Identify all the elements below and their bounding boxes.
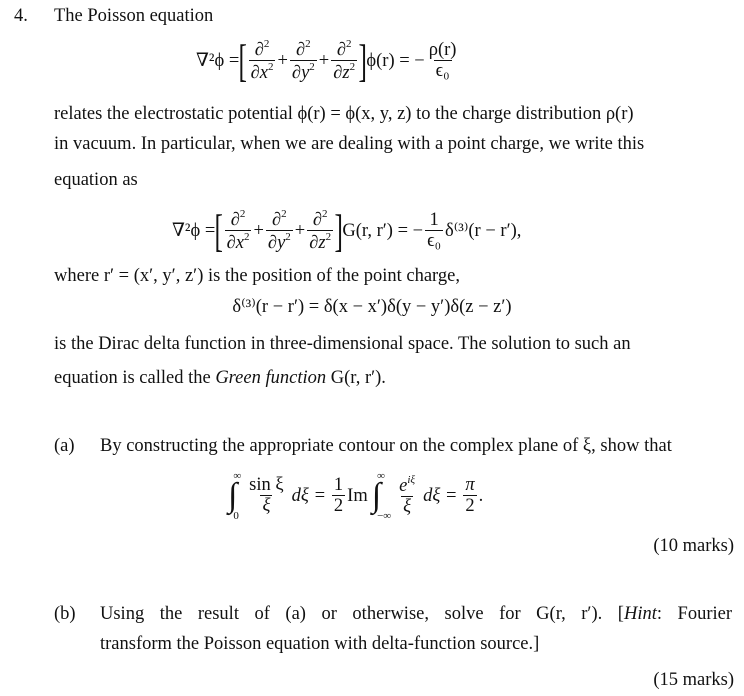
part-b-text: Using the result of (a) or otherwise, solve for G(r, r′). [ (100, 604, 624, 624)
intro-text: The Poisson equation (54, 6, 214, 26)
right-bracket: ] (358, 35, 367, 86)
green-function-term: Green function (215, 368, 327, 388)
d2dx2: $\frac{\partial^2}{\partial x^2}$ (250, 37, 274, 84)
one-over-eps: $\frac{1}{\text{ϵ₀}}$ (427, 209, 442, 252)
part-a-marks: (10 marks) (653, 536, 734, 556)
para6-suffix: G(r, r′). (326, 368, 386, 388)
poisson-equation: ∇²ϕ = [ $\frac{\partial^2}{\partial x^2}$ + $\frac{\partial^2}{\partial y^2}$ + $\frac{\partial^2}{\partial z^2}$ ] ϕ(r) = − $\frac{\rho(r)}{\text{ϵ₀}}$ (196, 35, 457, 86)
integral-sign: ∫ (371, 477, 382, 514)
right-bracket: ] (334, 205, 343, 256)
eq1-lhs: ∇²ϕ = (196, 51, 240, 71)
paragraph-line-5: is the Dirac delta function in three-dimensional space. The solution to such an (54, 334, 631, 354)
part-b-text-suffix: : Fourier (656, 604, 732, 624)
integral-equation (228, 466, 483, 526)
period: . (478, 485, 484, 506)
paragraph-line-6 (54, 368, 386, 389)
paragraph-line-1: relates the electrostatic potential ϕ(r) = ϕ(x, y, z) to the charge distribution ρ(r) (54, 104, 634, 124)
d2dz2: $\frac{\partial^2}{\partial z^2}$ (333, 37, 356, 84)
paragraph-line-3: equation as (54, 170, 138, 190)
eq1-operand: ϕ(r) = − (366, 50, 425, 71)
pi-over-two: $\frac{\pi}{2}$ (465, 474, 475, 517)
hint-label: Hint (623, 604, 657, 624)
dxi-1: dξ = (291, 485, 326, 506)
part-b-label: (b) (54, 604, 76, 624)
d2dy2: $\frac{\partial^2}{\partial y^2}$ (267, 207, 291, 254)
exp-over-xi: $\frac{e^{i\xi}}{\xi}$ (399, 473, 416, 518)
d2dx2: $\frac{\partial^2}{\partial x^2}$ (226, 207, 250, 254)
part-b-line-1 (100, 604, 732, 625)
d2dz2: $\frac{\partial^2}{\partial z^2}$ (309, 207, 332, 254)
limits-2: ∞ −∞ (377, 470, 392, 522)
part-b-marks: (15 marks) (653, 670, 734, 690)
integral-sign: ∫ (228, 477, 238, 514)
green-equation: ∇²ϕ = [ $\frac{\partial^2}{\partial x^2}$ + $\frac{\partial^2}{\partial y^2}$ + $\frac{\partial^2}{\partial z^2}$ ] G(r, r′) = − $\frac{1}{\text{ϵ₀}}$ δ⁽³⁾(r − r′), (172, 205, 522, 256)
eq2-lhs: ∇²ϕ = (172, 221, 216, 241)
part-a-label: (a) (54, 436, 75, 456)
rho-over-eps: $\frac{\rho(r)}{\text{ϵ₀}}$ (428, 39, 457, 82)
dxi-2: dξ = (423, 485, 458, 506)
delta-equation: δ⁽³⁾(r − r′) = δ(x − x′)δ(y − y′)δ(z − z′) (232, 297, 512, 317)
sinxi-over-xi: $\frac{\text{sin ξ}}{\xi}$ (249, 474, 284, 517)
imaginary-part: Im (347, 485, 368, 506)
left-bracket: [ (214, 205, 224, 256)
paragraph-line-2: in vacuum. In particular, when we are dealing with a point charge, we write this (54, 134, 645, 154)
one-half: $\frac{1}{2}$ (333, 474, 344, 517)
eq2-operand: G(r, r′) = − (342, 220, 424, 241)
para6-prefix: equation is called the (54, 368, 216, 388)
limits-1: ∞ 0 (233, 470, 242, 522)
d2dy2: $\frac{\partial^2}{\partial y^2}$ (291, 37, 315, 84)
part-a-text: By constructing the appropriate contour on the complex plane of ξ, show that (100, 436, 672, 456)
question-number: 4. (14, 6, 28, 26)
part-b-line-2: transform the Poisson equation with delta-function source.] (100, 634, 540, 654)
eq2-tail: δ⁽³⁾(r − r′), (445, 221, 522, 241)
left-bracket: [ (238, 35, 248, 86)
paragraph-line-4: where r′ = (x′, y′, z′) is the position of the point charge, (54, 266, 460, 286)
